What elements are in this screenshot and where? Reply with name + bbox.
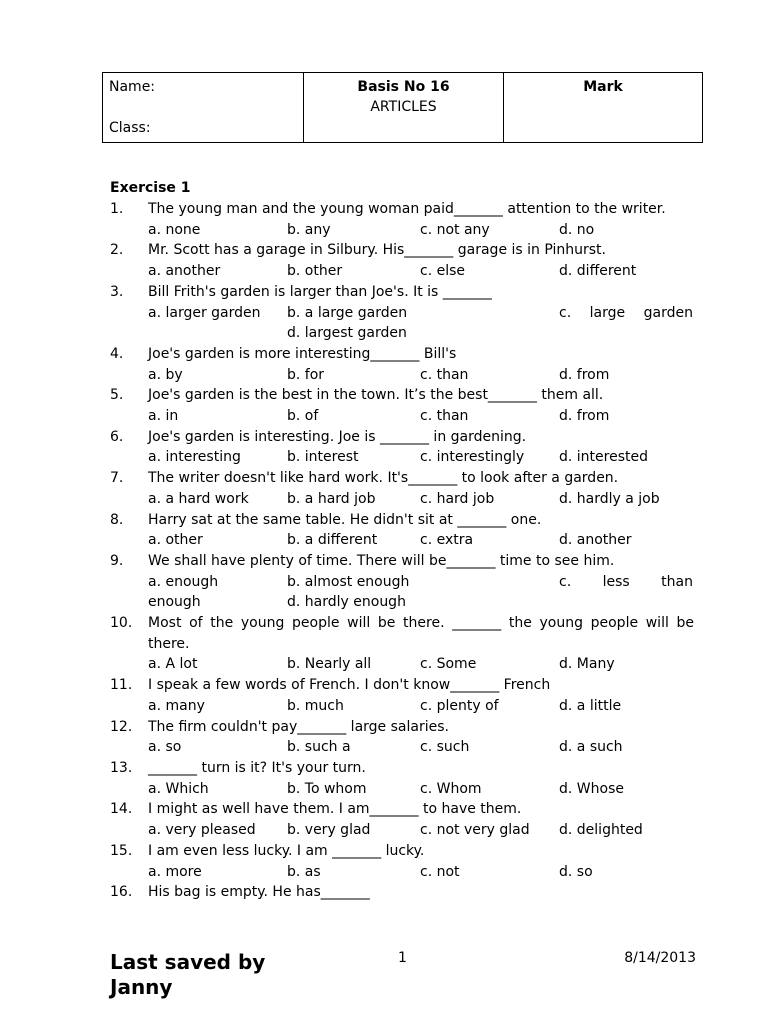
options-row: [148, 323, 694, 344]
question-number: 8.: [110, 511, 124, 528]
answer-option[interactable]: b. almost enough: [287, 573, 410, 590]
question-number: 11.: [110, 677, 133, 694]
answer-option[interactable]: b. a different: [287, 532, 378, 549]
question-text: The firm couldn't pay_______ large salaries.: [148, 718, 449, 735]
question-text: We shall have plenty of time. There will be_______ time to see him.: [148, 552, 615, 569]
question-number: 10.: [110, 615, 133, 632]
question-text: Harry sat at the same table. He didn't sit at _______ one.: [148, 511, 542, 528]
question-text: Joe's garden is more interesting_______ Bill's: [148, 345, 457, 362]
answer-option[interactable]: b. any: [287, 221, 331, 238]
answer-option[interactable]: b. as: [287, 863, 321, 880]
class-label: Class:: [109, 120, 151, 136]
options-row: [148, 447, 694, 468]
options-row: [148, 737, 694, 758]
question-number: 16.: [110, 884, 133, 901]
question-text: The writer doesn't like hard work. It's_______ to look after a garden.: [148, 470, 619, 487]
options-row: [148, 779, 694, 800]
question-item: [110, 841, 694, 882]
answer-option[interactable]: a. interesting: [148, 449, 241, 466]
mark-label: Mark: [583, 79, 623, 95]
question-number: 3.: [110, 283, 124, 300]
answer-option[interactable]: a. very pleased: [148, 822, 256, 839]
question-item: [110, 675, 694, 716]
footer-date: 8/14/2013: [624, 950, 696, 966]
question-item: [110, 240, 694, 281]
options-row: [148, 406, 694, 427]
option-word: less: [602, 573, 630, 590]
question-list: [110, 199, 694, 903]
question-text: Bill Frith's garden is larger than Joe's. It is _______: [148, 283, 492, 300]
answer-option[interactable]: a. other: [148, 532, 203, 549]
answer-option[interactable]: d. so: [559, 863, 593, 880]
answer-option[interactable]: [559, 303, 693, 324]
options-row: [148, 530, 694, 551]
question-number: 2.: [110, 242, 124, 259]
answer-option[interactable]: b. of: [287, 408, 319, 425]
answer-option[interactable]: d. hardly a job: [559, 490, 660, 507]
options-row: [148, 592, 694, 613]
question-number: 1.: [110, 201, 124, 217]
question-number: 5.: [110, 387, 124, 404]
option-word: large: [589, 304, 626, 321]
answer-option[interactable]: b. other: [287, 263, 343, 280]
options-row: [148, 220, 694, 241]
answer-option[interactable]: d. from: [559, 366, 610, 383]
basis-number: Basis No 16: [357, 79, 450, 95]
question-text: Joe's garden is the best in the town. It’s the best_______ them all.: [148, 387, 604, 404]
title-cell: [304, 73, 504, 143]
answer-option[interactable]: c. not any: [420, 221, 490, 238]
answer-option[interactable]: a. enough: [148, 573, 219, 590]
answer-option[interactable]: a. none: [148, 221, 201, 238]
answer-option[interactable]: b. To whom: [287, 780, 367, 797]
options-row: [148, 303, 694, 324]
answer-option[interactable]: a. larger garden: [148, 304, 261, 321]
question-number: 7.: [110, 470, 124, 487]
answer-option[interactable]: d. delighted: [559, 822, 643, 839]
answer-option[interactable]: b. very glad: [287, 822, 371, 839]
answer-option[interactable]: d. interested: [559, 449, 648, 466]
question-text: I speak a few words of French. I don't know_______ French: [148, 677, 551, 694]
answer-option[interactable]: d. hardly enough: [287, 594, 406, 611]
name-class-cell: [103, 73, 304, 143]
options-row: [148, 261, 694, 282]
answer-option[interactable]: a. A lot: [148, 656, 198, 673]
options-row: [148, 862, 694, 883]
answer-option[interactable]: c. not: [420, 863, 460, 880]
question-text: I might as well have them. I am_______ to have them.: [148, 801, 522, 818]
question-text: I am even less lucky. I am _______ lucky.: [148, 842, 425, 859]
option-word: than: [661, 573, 693, 590]
question-item: [110, 344, 694, 385]
question-number: 13.: [110, 759, 133, 776]
question-number: 15.: [110, 842, 133, 859]
answer-option[interactable]: a. by: [148, 366, 183, 383]
answer-option[interactable]: b. Nearly all: [287, 656, 372, 673]
answer-option[interactable]: a. another: [148, 263, 221, 280]
options-row: [148, 572, 694, 593]
answer-option[interactable]: d. different: [559, 263, 637, 280]
question-item: [110, 799, 694, 840]
question-text: Mr. Scott has a garage in Silbury. His_______ garage is in Pinhurst.: [148, 242, 606, 259]
page-number: 1: [398, 950, 407, 966]
answer-option[interactable]: a. a hard work: [148, 490, 249, 507]
options-row: [148, 696, 694, 717]
answer-option[interactable]: b. for: [287, 366, 325, 383]
option-word: garden: [643, 304, 693, 321]
answer-option[interactable]: d. Many: [559, 656, 615, 673]
option-word: c.: [559, 304, 572, 321]
answer-option[interactable]: c. plenty of: [420, 697, 499, 714]
mark-cell: [504, 73, 703, 143]
question-item: [110, 427, 694, 468]
question-number: 9.: [110, 552, 124, 569]
answer-option[interactable]: d. Whose: [559, 780, 624, 797]
answer-option[interactable]: c. such: [420, 739, 470, 756]
answer-option[interactable]: b. a large garden: [287, 304, 408, 321]
question-item: [110, 717, 694, 758]
last-saved-by: Last saved by Janny: [110, 950, 266, 999]
option-word: c.: [559, 573, 572, 590]
answer-option[interactable]: d. largest garden: [287, 325, 407, 342]
answer-option[interactable]: a. in: [148, 408, 179, 425]
answer-option[interactable]: d. a little: [559, 697, 622, 714]
question-text: His bag is empty. He has_______: [148, 884, 370, 901]
question-number: 12.: [110, 718, 133, 735]
options-row: [148, 489, 694, 510]
answer-option[interactable]: [559, 572, 693, 593]
options-row: [148, 365, 694, 386]
answer-option[interactable]: c. interestingly: [420, 449, 525, 466]
question-item: [110, 882, 694, 903]
question-item: [110, 510, 694, 551]
options-row: [148, 820, 694, 841]
exercise-title: Exercise 1: [110, 180, 191, 196]
answer-option[interactable]: c. not very glad: [420, 822, 530, 839]
question-item: [110, 468, 694, 509]
question-number: 14.: [110, 801, 133, 818]
header-table: [102, 72, 703, 143]
answer-option[interactable]: c. Some: [420, 656, 477, 673]
question-item: [110, 551, 694, 613]
answer-option[interactable]: c. than: [420, 408, 469, 425]
answer-option[interactable]: c. hard job: [420, 490, 495, 507]
question-text: Joe's garden is interesting. Joe is _______ in gardening.: [148, 428, 527, 445]
topic-title: ARTICLES: [370, 99, 437, 115]
answer-option[interactable]: a. more: [148, 863, 202, 880]
answer-option[interactable]: c. extra: [420, 532, 474, 549]
question-number: 6.: [110, 428, 124, 445]
answer-option[interactable]: d. no: [559, 221, 595, 238]
option-word: enough: [148, 594, 201, 611]
question-item: [110, 613, 694, 675]
answer-option[interactable]: c. Whom: [420, 780, 482, 797]
answer-option[interactable]: a. so: [148, 739, 182, 756]
question-item: [110, 282, 694, 344]
question-number: 4.: [110, 345, 124, 362]
answer-option[interactable]: c. than: [420, 366, 469, 383]
answer-option[interactable]: a. many: [148, 697, 205, 714]
question-item: [110, 385, 694, 426]
options-row: [148, 654, 694, 675]
question-text: Most of the young people will be there. _______ the young people will be there.: [148, 615, 694, 652]
name-label: Name:: [109, 79, 156, 95]
answer-option[interactable]: b. much: [287, 697, 344, 714]
answer-option[interactable]: a. Which: [148, 780, 209, 797]
answer-option[interactable]: d. from: [559, 408, 610, 425]
answer-option[interactable]: d. another: [559, 532, 632, 549]
question-text: The young man and the young woman paid_______ attention to the writer.: [148, 201, 666, 217]
answer-option[interactable]: b. such a: [287, 739, 351, 756]
answer-option[interactable]: d. a such: [559, 739, 623, 756]
answer-option[interactable]: c. else: [420, 263, 466, 280]
question-item: [110, 758, 694, 799]
answer-option[interactable]: b. interest: [287, 449, 359, 466]
answer-option[interactable]: b. a hard job: [287, 490, 376, 507]
question-item: [110, 199, 694, 240]
question-text: _______ turn is it? It's your turn.: [148, 759, 366, 776]
